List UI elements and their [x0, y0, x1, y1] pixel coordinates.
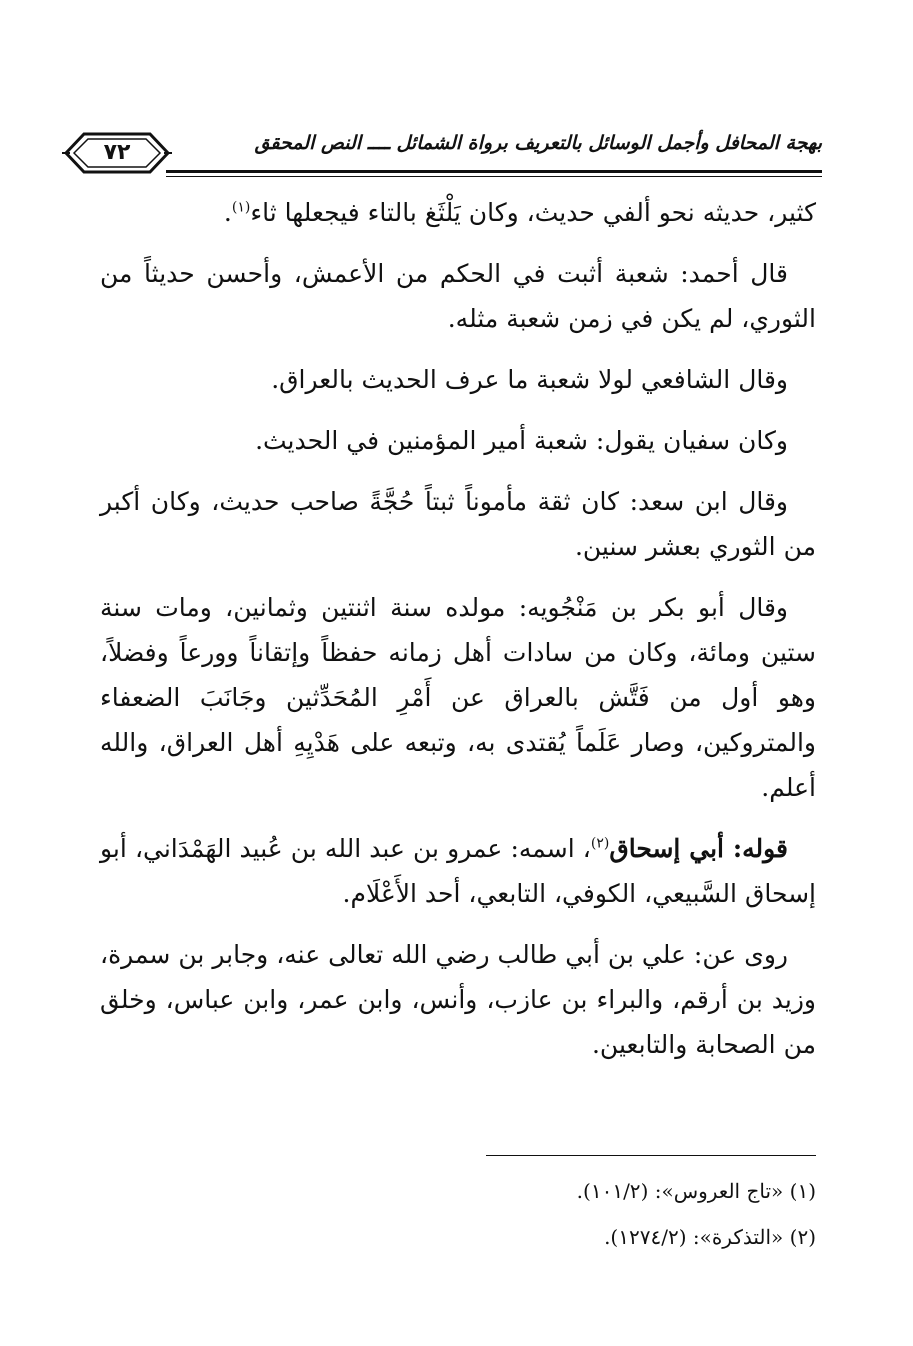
- paragraph: [100, 585, 816, 810]
- paragraph: [100, 190, 816, 235]
- footnote-2: (٢) «التذكرة»: (١٢٧٤/٢).: [604, 1225, 816, 1249]
- paragraph: [100, 418, 816, 463]
- footnote-ref: (٢): [590, 835, 610, 852]
- paragraph-text: قال أحمد: شعبة أثبت في الحكم من الأعمش، وأحسن حديثاً من الثوري، لم يكن في زمن شعبة مثله.: [100, 259, 816, 333]
- paragraph-text: وقال ابن سعد: كان ثقة مأموناً ثبتاً حُجَّةً صاحب حديث، وكان أكبر من الثوري بعشر سنين.: [100, 487, 816, 561]
- paragraph-text: ، اسمه: عمرو بن عبد الله بن عُبيد الهَمْدَاني، أبو إسحاق السَّبيعي، الكوفي، التابعي، أحد الأَعْلَام.: [100, 834, 816, 908]
- main-text: [100, 190, 816, 1083]
- page-number: ٧٢: [103, 140, 131, 165]
- paragraph-lead: قوله: أبي إسحاق: [609, 834, 788, 863]
- paragraph-text: وكان سفيان يقول: شعبة أمير المؤمنين في الحديث.: [255, 426, 788, 455]
- running-header: [62, 126, 822, 180]
- header-title: بهجة المحافل وأجمل الوسائل بالتعريف برواة الشمائل ــــ النص المحقق: [254, 132, 822, 154]
- footnote-ref: (١): [231, 199, 251, 216]
- paragraph-text: وقال أبو بكر بن مَنْجُويه: مولده سنة اثنتين وثمانين، ومات سنة ستين ومائة، وكان من سادات أهل زمانه حفظاً وإتقاناً وورعاً وفضلاً، وهو أول من فَتَّش بالعراق عن أَمْرِ المُحَدِّثين وجَانَبَ الضعفاء والمتروكين، وصار عَلَماً يُقتدى به، وتبعه على هَدْيِهِ أهل العراق، والله أعلم.: [100, 593, 816, 802]
- paragraph: [100, 479, 816, 569]
- paragraph-text: روى عن: علي بن أبي طالب رضي الله تعالى عنه، وجابر بن سمرة، وزيد بن أرقم، والبراء بن عازب، وأنس، وابن عمر، وابن عباس، وخلق من الصحابة والتابعين.: [100, 940, 816, 1059]
- page-number-badge: [62, 130, 172, 176]
- paragraph: [100, 932, 816, 1067]
- paragraph-text: وقال الشافعي لولا شعبة ما عرف الحديث بالعراق.: [271, 365, 788, 394]
- paragraph: [100, 357, 816, 402]
- paragraph-text: كثير، حديثه نحو ألفي حديث، وكان يَلْثَغ بالتاء فيجعلها ثاء: [250, 198, 816, 227]
- footnote-1: (١) «تاج العروس»: (١٠١/٢).: [576, 1179, 816, 1203]
- paragraph-tail: .: [223, 198, 232, 227]
- paragraph: [100, 251, 816, 341]
- header-divider: [166, 170, 822, 177]
- footnotes: [300, 1168, 816, 1260]
- footnote-divider: [486, 1155, 816, 1156]
- paragraph: [100, 826, 816, 916]
